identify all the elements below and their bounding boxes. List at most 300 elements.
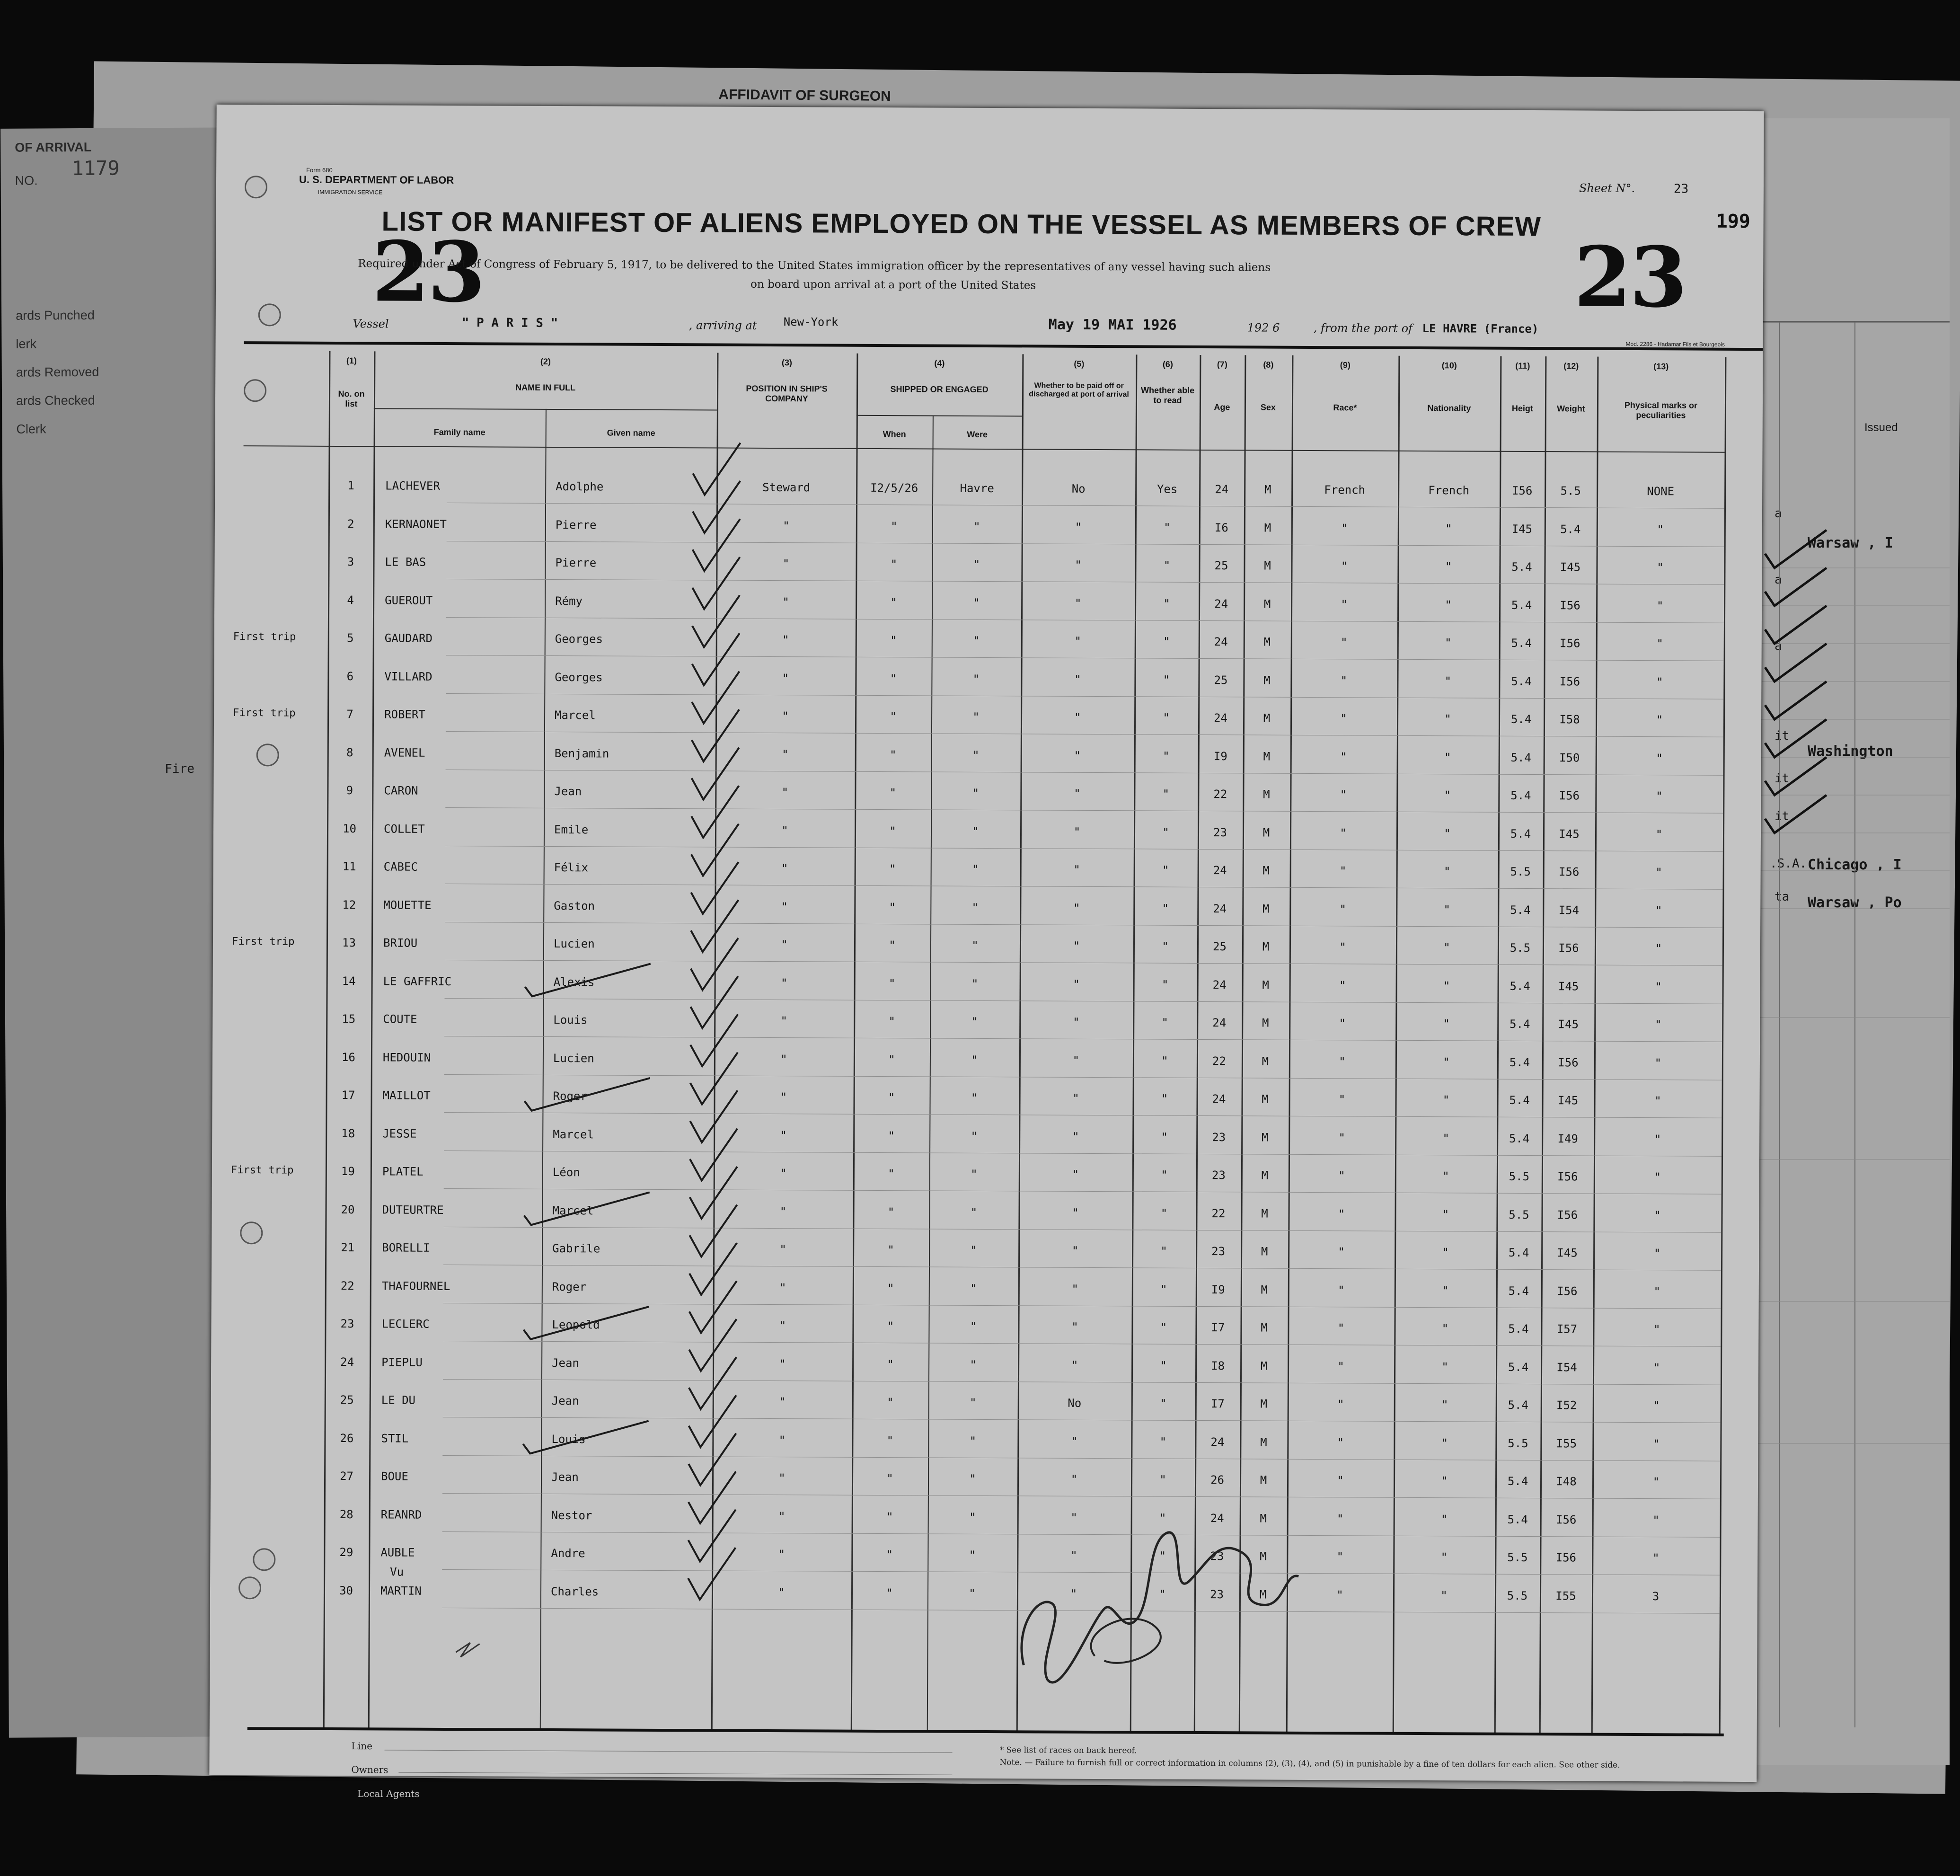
cell-age: 23 <box>1213 825 1227 839</box>
col-header-name: NAME IN FULL <box>515 382 576 393</box>
cell-paid: " <box>1071 1244 1079 1257</box>
printer-label: Mod. 2286 - Hadamar Fils et Bourgeois <box>1625 340 1725 348</box>
first-trip-note: First trip <box>233 707 296 719</box>
col-header-weight: Weight <box>1557 404 1585 414</box>
cell-read: " <box>1161 1130 1168 1144</box>
cell-given: Jean <box>552 1356 579 1370</box>
cell-race: " <box>1338 1245 1345 1259</box>
cell-race: " <box>1340 712 1347 726</box>
cell-marks: " <box>1652 1475 1660 1489</box>
cell-race: " <box>1337 1474 1344 1487</box>
cell-family: LE DU <box>381 1393 416 1407</box>
cell-age: I9 <box>1213 749 1227 763</box>
cell-nationality: " <box>1444 712 1451 726</box>
cell-position: " <box>778 1471 786 1485</box>
penalty-note: Note. — Failure to furnish full or correct information in columns (2), (3), (4), and (5) in punishable by a fine of ten dollars for each alien. See other side. <box>999 1758 1620 1770</box>
col-num-8: (8) <box>1263 360 1274 370</box>
cell-sex: M <box>1262 1054 1269 1068</box>
cell-race: " <box>1340 788 1347 802</box>
cell-no: 12 <box>342 898 356 911</box>
cell-weight: I56 <box>1558 865 1580 879</box>
cell-read: " <box>1160 1206 1168 1220</box>
cell-family: GAUDARD <box>384 631 433 645</box>
check-mark <box>689 1243 737 1295</box>
signature <box>1022 1532 1299 1684</box>
cell-weight: I54 <box>1558 903 1580 917</box>
cell-paid: " <box>1072 1091 1079 1105</box>
cell-nationality: " <box>1444 826 1451 840</box>
cell-family: COUTE <box>383 1012 417 1026</box>
from-port: LE HAVRE (France) <box>1422 322 1539 336</box>
check-mark <box>691 862 738 914</box>
col-header-age: Age <box>1214 402 1230 412</box>
cell-marks: " <box>1655 866 1662 879</box>
cell-height: 5.5 <box>1507 1589 1528 1602</box>
check-mark <box>693 442 740 495</box>
right-fragment-1: Warsaw , I <box>1808 535 1893 551</box>
cell-nationality: " <box>1440 1588 1448 1602</box>
cell-marks: " <box>1653 1437 1660 1451</box>
cell-when: " <box>888 1053 895 1066</box>
col-num-10: (10) <box>1441 361 1457 371</box>
cell-sex: M <box>1264 483 1271 496</box>
cell-when: " <box>889 938 896 952</box>
slip-punched-label: ards Punched <box>16 308 95 323</box>
right-fragment-2: Washington <box>1808 743 1893 760</box>
cell-read: " <box>1159 1435 1167 1449</box>
cell-position: " <box>778 1433 786 1447</box>
cell-read: " <box>1159 1549 1166 1563</box>
cell-given: Gaston <box>554 899 595 912</box>
cell-age: I6 <box>1214 521 1228 534</box>
cell-weight: I56 <box>1560 637 1580 650</box>
cell-no: 28 <box>339 1507 353 1521</box>
cell-family: JESSE <box>382 1126 417 1141</box>
cell-weight: I56 <box>1558 1055 1579 1069</box>
cell-no: 11 <box>342 860 356 874</box>
cell-nationality: " <box>1443 1017 1450 1031</box>
cell-when: " <box>886 1510 893 1523</box>
col-num-13: (13) <box>1653 362 1669 372</box>
cell-when: " <box>886 1548 893 1562</box>
cell-read: " <box>1161 978 1169 991</box>
cell-height: 5.4 <box>1510 788 1531 803</box>
cell-age: I7 <box>1210 1397 1225 1411</box>
cell-weight: I56 <box>1555 1513 1577 1526</box>
cell-sex: M <box>1262 940 1270 954</box>
cell-height: 5.4 <box>1507 1513 1528 1526</box>
cell-marks: " <box>1653 1247 1661 1260</box>
strip-prefix-it1: it <box>1775 729 1790 743</box>
cell-position: " <box>778 1509 786 1523</box>
cell-where: " <box>972 710 980 724</box>
cell-where: " <box>969 1396 977 1409</box>
cell-nationality: " <box>1440 1512 1448 1526</box>
cell-where: " <box>970 1205 978 1219</box>
cell-when: " <box>889 900 896 914</box>
cell-marks: " <box>1653 1323 1660 1336</box>
cell-race: " <box>1339 864 1347 878</box>
cell-read: " <box>1160 1283 1167 1296</box>
cell-where: " <box>971 901 979 914</box>
col-header-marks: Physical marks or peculiarities <box>1624 400 1698 420</box>
cell-marks: " <box>1654 1132 1661 1146</box>
issued-label: Issued <box>1864 421 1898 434</box>
cell-sex: M <box>1261 1207 1268 1221</box>
cell-no: 10 <box>343 822 357 835</box>
check-mark <box>524 1078 650 1111</box>
cell-paid: " <box>1073 939 1080 953</box>
cell-given: Alexis <box>553 975 595 989</box>
cell-sex: M <box>1261 1321 1268 1335</box>
cell-marks: " <box>1655 980 1662 993</box>
check-mark <box>689 1471 736 1523</box>
cell-height: 5.4 <box>1508 1284 1529 1298</box>
cell-where: " <box>971 1053 978 1067</box>
cell-race: French <box>1324 483 1366 497</box>
col-num-4: (4) <box>934 358 945 368</box>
cell-nationality: " <box>1441 1398 1448 1412</box>
cell-height: 5.5 <box>1509 1169 1530 1184</box>
cell-read: " <box>1159 1397 1167 1410</box>
slip-arrival-label: OF ARRIVAL <box>15 140 92 155</box>
cell-marks: " <box>1653 1399 1660 1413</box>
cell-nationality: " <box>1441 1436 1448 1450</box>
service: IMMIGRATION SERVICE <box>318 188 383 196</box>
cell-paid: " <box>1074 596 1082 610</box>
stamp-number-right: 23 <box>1573 229 1686 327</box>
cell-where: " <box>970 1319 977 1333</box>
cell-age: 24 <box>1212 1016 1227 1030</box>
cell-sex: M <box>1261 1168 1269 1182</box>
cell-marks: NONE <box>1647 485 1675 498</box>
cell-position: " <box>778 1585 785 1599</box>
check-mark <box>689 1357 736 1409</box>
cell-sex: M <box>1259 1588 1267 1602</box>
cell-read: " <box>1161 1016 1169 1029</box>
cell-weight: I56 <box>1557 1170 1578 1184</box>
cell-age: 24 <box>1212 978 1227 991</box>
cell-nationality: " <box>1443 941 1450 955</box>
cell-family: AVENEL <box>384 745 425 760</box>
cell-sex: M <box>1260 1473 1267 1487</box>
slip-clerk-label-1: lerk <box>16 336 37 351</box>
vessel-label: Vessel <box>353 317 389 331</box>
cell-sex: M <box>1263 711 1271 725</box>
cell-family: LE GAFFRIC <box>383 974 452 988</box>
cell-family: LECLERC <box>381 1317 430 1331</box>
cell-paid: No <box>1068 1396 1082 1410</box>
check-mark <box>689 1204 737 1257</box>
cell-age: 26 <box>1210 1473 1225 1487</box>
check-mark <box>690 1090 737 1142</box>
cell-sex: M <box>1262 1016 1269 1030</box>
check-mark <box>689 1433 736 1485</box>
page-title: LIST OR MANIFEST OF ALIENS EMPLOYED ON THE VESSEL AS MEMBERS OF CREW <box>381 206 1542 242</box>
cell-read: " <box>1159 1473 1166 1487</box>
col-header-height: Heigt <box>1511 403 1533 414</box>
cell-position: " <box>779 1319 786 1333</box>
check-mark <box>690 976 738 1028</box>
sheet-label: Sheet N°. <box>1579 181 1635 195</box>
cell-paid: " <box>1072 1168 1079 1181</box>
cell-no: 22 <box>340 1279 354 1292</box>
cell-race: " <box>1339 1017 1346 1030</box>
cell-weight: 5.4 <box>1560 522 1581 536</box>
col-header-where: Were <box>967 429 988 439</box>
cell-height: 5.4 <box>1509 1093 1530 1107</box>
cell-paid: " <box>1075 520 1082 534</box>
cell-position: " <box>781 747 789 761</box>
cell-age: 24 <box>1215 483 1229 496</box>
cell-age: 24 <box>1213 902 1227 915</box>
cell-no: 4 <box>347 593 354 607</box>
cell-nationality: " <box>1442 1246 1449 1259</box>
cell-read: " <box>1162 939 1169 953</box>
cell-no: 2 <box>347 517 354 531</box>
cell-when: " <box>887 1319 894 1333</box>
cell-family: CARON <box>384 784 418 797</box>
cell-position: " <box>781 786 789 799</box>
cell-read: " <box>1163 597 1170 611</box>
cell-when: " <box>890 634 897 647</box>
cell-nationality: " <box>1441 1360 1448 1373</box>
cell-age: 25 <box>1214 559 1228 573</box>
cell-position: " <box>780 976 788 990</box>
cell-no: 26 <box>340 1431 354 1445</box>
check-mark <box>691 900 738 952</box>
check-mark <box>688 1509 735 1561</box>
check-mark <box>693 481 740 533</box>
cell-race: " <box>1336 1550 1344 1564</box>
cell-nationality: " <box>1444 750 1451 764</box>
cell-when: " <box>886 1472 893 1486</box>
cell-when: " <box>886 1434 894 1447</box>
cell-marks: " <box>1654 1208 1661 1222</box>
cell-where: " <box>973 520 980 533</box>
cell-weight: I56 <box>1559 674 1580 688</box>
cell-where: " <box>971 977 979 991</box>
cell-given: Lucien <box>553 1051 594 1065</box>
cell-where: " <box>973 596 980 610</box>
cell-weight: I45 <box>1557 1246 1578 1260</box>
cell-paid: " <box>1070 1549 1077 1562</box>
col-num-3: (3) <box>781 358 792 368</box>
cell-race: " <box>1337 1398 1344 1411</box>
cell-height: 5.4 <box>1507 1474 1528 1488</box>
cell-weight: I45 <box>1560 560 1581 574</box>
cell-where: " <box>969 1586 976 1600</box>
cell-sex: M <box>1263 788 1270 801</box>
cell-marks: " <box>1656 599 1664 612</box>
cell-weight: I57 <box>1556 1322 1578 1336</box>
cell-read: Yes <box>1157 482 1178 496</box>
cell-no: 25 <box>340 1393 354 1407</box>
check-mark <box>689 1167 737 1219</box>
col-header-sex: Sex <box>1260 402 1276 412</box>
cell-marks: " <box>1652 1513 1660 1527</box>
cell-no: 1 <box>347 479 354 493</box>
cell-when: " <box>890 595 897 609</box>
cell-sex: M <box>1263 902 1270 916</box>
cell-no: 15 <box>342 1012 356 1026</box>
cell-no: 3 <box>347 555 354 569</box>
cell-race: " <box>1337 1359 1344 1373</box>
cell-marks: 3 <box>1652 1589 1660 1603</box>
cell-sex: M <box>1261 1131 1269 1144</box>
cell-paid: " <box>1072 1206 1079 1220</box>
cell-family: STIL <box>381 1431 409 1445</box>
cell-position: " <box>781 938 788 952</box>
cell-marks: " <box>1657 561 1664 575</box>
footer-owners-label: Owners <box>351 1764 388 1776</box>
cell-weight: I56 <box>1560 598 1580 612</box>
cell-weight: I55 <box>1555 1589 1576 1602</box>
cell-height: I56 <box>1511 484 1533 498</box>
cell-position: " <box>779 1357 786 1371</box>
cell-paid: " <box>1074 634 1082 648</box>
cell-family: DUTEURTRE <box>382 1203 444 1217</box>
cell-height: 5.4 <box>1511 636 1532 650</box>
vessel-name: " P A R I S " <box>461 316 558 331</box>
col-header-race: Race* <box>1333 403 1357 413</box>
cell-read: " <box>1162 749 1170 763</box>
col-header-shipped: SHIPPED OR ENGAGED <box>890 384 989 395</box>
stamp-number-left: 23 <box>371 223 484 321</box>
cell-height: I45 <box>1511 522 1533 536</box>
cell-where: " <box>969 1472 976 1486</box>
cell-race: " <box>1341 559 1348 573</box>
cell-no: 20 <box>341 1203 355 1216</box>
cell-when: " <box>890 672 897 685</box>
cell-position: " <box>782 671 789 685</box>
cell-no: 30 <box>339 1584 353 1597</box>
cell-paid: " <box>1075 558 1082 572</box>
cell-age: 22 <box>1211 1206 1226 1220</box>
cell-age: 25 <box>1214 673 1228 687</box>
cell-marks: " <box>1656 675 1663 689</box>
cell-height: 5.4 <box>1508 1322 1529 1336</box>
cell-given: Jean <box>551 1394 579 1408</box>
cell-paid: " <box>1073 977 1080 991</box>
col-num-1: (1) <box>346 356 357 366</box>
cell-age: 25 <box>1212 940 1227 954</box>
cell-given: Marcel <box>552 1203 594 1217</box>
cell-paid: " <box>1070 1511 1077 1524</box>
cell-marks: " <box>1656 637 1664 651</box>
check-mark <box>524 1192 649 1225</box>
cell-paid: " <box>1070 1472 1078 1486</box>
cell-when: " <box>886 1396 894 1409</box>
cell-weight: I48 <box>1556 1475 1577 1488</box>
col-header-when: When <box>883 429 906 439</box>
cell-paid: " <box>1074 749 1081 762</box>
cell-weight: I45 <box>1558 1018 1579 1031</box>
cell-race: " <box>1338 1169 1345 1183</box>
strip-prefix-a2: a <box>1775 573 1782 587</box>
cell-marks: " <box>1653 1284 1661 1298</box>
cell-family: MAILLOT <box>382 1088 431 1102</box>
cell-age: I7 <box>1211 1321 1225 1335</box>
cell-where: " <box>972 634 980 647</box>
cell-age: I8 <box>1211 1359 1225 1372</box>
cell-when: " <box>887 1205 895 1219</box>
cell-where: " <box>969 1548 976 1562</box>
cell-paid: " <box>1071 1358 1078 1372</box>
cell-family: LE BAS <box>385 555 426 569</box>
cell-height: 5.4 <box>1510 979 1530 993</box>
footer-agents-label: Local Agents <box>357 1788 420 1799</box>
cell-paid: " <box>1071 1434 1078 1448</box>
cell-nationality: " <box>1444 674 1452 688</box>
cell-when: " <box>886 1586 893 1600</box>
cell-paid: " <box>1070 1587 1077 1601</box>
cell-where: " <box>969 1434 977 1448</box>
cell-where: " <box>971 1167 978 1181</box>
form-number: Form 680 <box>306 166 333 174</box>
cell-position: " <box>781 862 788 876</box>
cell-weight: I49 <box>1557 1132 1578 1145</box>
cell-age: 22 <box>1212 1054 1226 1068</box>
cell-read: " <box>1163 635 1170 648</box>
cell-sex: M <box>1261 1283 1268 1297</box>
check-mark <box>691 823 739 876</box>
cell-weight: I56 <box>1559 789 1580 803</box>
cell-marks: " <box>1653 1361 1660 1374</box>
col-num-11: (11) <box>1515 361 1530 371</box>
cell-read: " <box>1163 673 1170 687</box>
check-mark <box>523 1420 648 1454</box>
cell-read: " <box>1162 787 1170 801</box>
check-mark <box>523 1306 649 1340</box>
cell-position: " <box>782 557 790 571</box>
cell-no: 13 <box>342 936 356 950</box>
cell-read: " <box>1160 1359 1167 1372</box>
cell-paid: " <box>1073 901 1080 915</box>
cell-height: 5.4 <box>1508 1246 1529 1260</box>
strip-prefix-it3: it <box>1775 809 1790 823</box>
cell-no: 6 <box>346 669 354 683</box>
cell-where: " <box>971 938 979 952</box>
cell-nationality: " <box>1442 1207 1449 1221</box>
col-header-no-on-list: No. on list <box>338 389 365 408</box>
cell-given: Georges <box>555 670 603 684</box>
check-mark <box>691 938 738 990</box>
cell-weight: I45 <box>1557 1094 1579 1107</box>
cell-paid: " <box>1072 1130 1079 1143</box>
cell-age: 24 <box>1214 711 1228 725</box>
cell-given: Félix <box>554 861 588 875</box>
cell-read: " <box>1159 1511 1166 1525</box>
cell-marks: " <box>1655 903 1662 917</box>
cell-when: " <box>890 710 897 724</box>
check-mark <box>692 519 740 571</box>
cell-given: Emile <box>554 823 589 836</box>
cell-family: HEDOUIN <box>382 1050 431 1064</box>
cell-nationality: " <box>1444 636 1452 650</box>
cell-when: " <box>887 1357 894 1371</box>
cell-race: " <box>1340 826 1347 840</box>
cell-weight: I56 <box>1557 1284 1578 1298</box>
cell-when: " <box>889 824 896 838</box>
cell-height: 5.4 <box>1508 1360 1529 1374</box>
check-mark <box>692 633 739 685</box>
cell-weight: I56 <box>1557 1208 1578 1221</box>
cell-family: PLATEL <box>382 1165 424 1178</box>
cell-weight: I45 <box>1558 979 1579 993</box>
slip-clerk-label-2: Clerk <box>16 422 46 436</box>
cell-nationality: " <box>1443 865 1451 878</box>
